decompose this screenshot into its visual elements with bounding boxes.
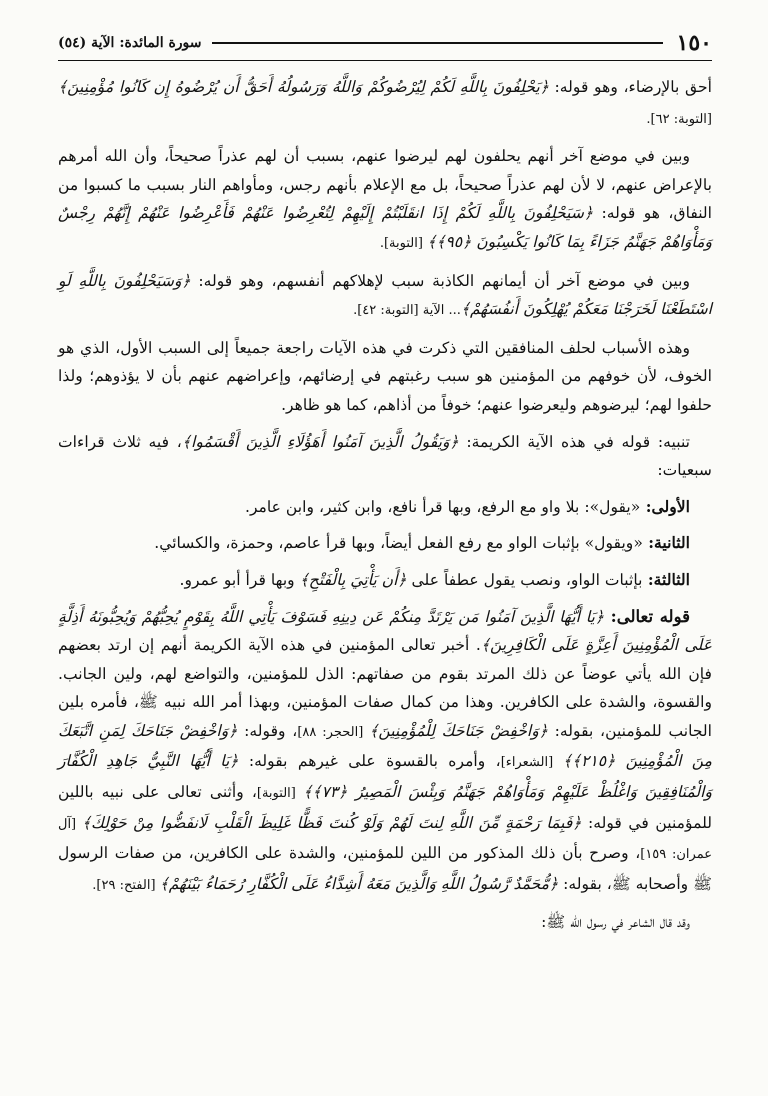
quran-verse: ﴿وَيَقُولُ الَّذِينَ آمَنُوا أَهَؤُلَاءِ الَّذِينَ أَقْسَمُوا﴾ [181,432,459,451]
text: أحق بالإرضاء، وهو قوله: [548,78,712,96]
text: تنبيه: قوله في هذه الآية الكريمة: [458,432,690,451]
reading-label: الثالثة: [642,569,690,589]
quran-verse: ﴿وَاخْفِضْ جَنَاحَكَ لِمَنِ اتَّبَعَكَ مِنَ الْمُؤْمِنِينَ ﴿٢١٥﴾﴾ [58,721,713,771]
text: بإثبات الواو، ونصب يقول عطفاً على [406,570,643,589]
quran-verse: ﴿يَحْلِفُونَ بِاللَّهِ لَكُمْ لِيُرْضُوكُمْ وَاللَّهُ وَرَسُولُهُ أَحَقُّ أَن يُرْضُوهُ إِن كَانُوا مُؤْمِنِينَ﴾ [58,78,549,96]
verse-reference: [الشعراء] [500,755,563,771]
text: وبين في موضع آخر أن أيمانهم الكاذبة سبب لإهلاكهم أنفسهم، وهو قوله: [190,271,691,290]
text: «ويقول» بإثبات الواو مع رفع الفعل أيضاً، وبها قرأ عاصم، وحمزة، والكسائي. [154,534,643,553]
text: وقد قال الشاعر في رسول الله ﷺ: [541,913,690,932]
page-number: ١٥٠ [676,30,712,56]
text: «يقول»: بلا واو مع الرفع، وبها قرأ نافع، وابن كثير، وابن عامر. [244,497,641,516]
paragraph-reading-1 [58,493,712,522]
verse-reference: [الحجر: ٨٨] [297,724,370,740]
page-body [58,73,712,937]
quran-verse: ﴿وَسَيَحْلِفُونَ بِاللَّهِ لَوِ اسْتَطَعْنَا لَخَرَجْنَا مَعَكُمْ يُهْلِكُونَ أَنفُسَهُمْ﴾ [58,271,712,319]
verse-reference: [الفتح: ٢٩]. [92,877,160,893]
verse-reference: [آل عمران: ١٥٩] [58,816,712,863]
paragraph-reading-3 [58,566,712,595]
verse-reference: [التوبة: ٦٢]. [646,111,712,127]
header-rule [212,42,663,44]
text: وبها قرأ أبو عمرو. [179,570,300,589]
text: ، وصرح بأن ذلك المذكور من اللين للمؤمنين، والشدة على الكافرين، من صفات الرسول ﷺ وأصحابه ﷺ، بقوله: [58,844,712,893]
paragraph-4 [58,334,712,420]
text: . أخبر تعالى المؤمنين في هذه الآية الكريمة أنهم إن ارتد بعضهم فإن الله يأتي عوضاً عن ذلك المرتد بقوم من صفاتهم: الذل للمؤمنين، والتواضع لهم، ولين الجانب. والقسوة، والشدة على الكافرين. وهذا من كمال صفات المؤمنين، وبهذا أمر الله نبيه ﷺ، فأمره بلين الجانب للمؤمنين، بقوله: [58,636,713,740]
text: ، وأثنى تعالى على نبيه باللين للمؤمنين في قوله: [58,783,713,832]
verse-reference: [التوبة] [256,786,304,802]
quran-verse: ﴿فَبِمَا رَحْمَةٍ مِّنَ اللَّهِ لِنتَ لَهُمْ وَلَوْ كُنتَ فَظًّا غَلِيظَ الْقَلْبِ لَانفَضُّوا مِنْ حَوْلِكَ﴾ [81,813,582,832]
text: ، فيه ثلاث قراءات سبعيات: [58,432,712,480]
paragraph-2 [58,142,712,258]
quran-verse: ﴿وَاخْفِضْ جَنَاحَكَ لِلْمُؤْمِنِينَ﴾ [369,721,548,740]
page-header [58,26,712,61]
paragraph-poet [58,908,712,937]
quran-verse: ﴿أَن يَأْتِيَ بِالْفَتْحِ﴾ [299,570,407,589]
reading-label: الأولى: [640,496,690,516]
paragraph-3 [58,267,712,326]
text: ، وأمره بالقسوة على غيرهم بقوله: [238,752,501,771]
paragraph-verse-54 [58,603,712,901]
quran-verse: ﴿مُّحَمَّدٌ رَّسُولُ اللَّهِ وَالَّذِينَ مَعَهُ أَشِدَّاءُ عَلَى الْكُفَّارِ رُحَمَاءُ بَيْنَهُمْ﴾ [159,874,559,893]
quran-verse: ﴿سَيَحْلِفُونَ بِاللَّهِ لَكُمْ إِذَا انقَلَبْتُمْ إِلَيْهِمْ لِتُعْرِضُوا عَنْهُمْ فَأَعْرِضُوا عَنْهُمْ إِنَّهُمْ رِجْسٌ وَمَأْوَاهُمْ جَهَنَّمُ جَزَاءً بِمَا كَانُوا يَكْسِبُونَ ﴿٩٥﴾﴾ [58,204,712,251]
quran-verse: ﴿يَا أَيُّهَا الَّذِينَ آمَنُوا مَن يَرْتَدَّ مِنكُمْ عَن دِينِهِ فَسَوْفَ يَأْتِي اللَّهُ بِقَوْمٍ يُحِبُّهُمْ وَيُحِبُّونَهُ أَذِلَّةٍ عَلَى الْمُؤْمِنِينَ أَعِزَّةٍ عَلَى الْكَافِرِينَ﴾ [58,607,713,655]
verse-reference: ... الآية [التوبة: ٤٢]. [353,303,461,319]
reading-label: الثانية: [642,533,690,553]
paragraph-reading-2 [58,529,712,558]
verse-reference: [التوبة]. [379,235,428,251]
quran-verse: ﴿يَا أَيُّهَا النَّبِيُّ جَاهِدِ الْكُفَّارَ وَالْمُنَافِقِينَ وَاغْلُظْ عَلَيْهِمْ وَمَأْوَاهُمْ جَهَنَّمُ وَبِئْسَ الْمَصِيرُ ﴿٧٣﴾﴾ [58,752,712,802]
section-lead: قوله تعالى: [604,606,690,626]
paragraph-5-note [58,428,712,485]
text: وبين في موضع آخر أنهم يحلفون لهم ليرضوا عنهم، بسبب أن لهم عذراً صحيحاً، وأن الله أمرهم بالإعراض عنهم، لا لأن لهم عذراً صحيحاً، بل مع الإعلام بأنهم رجس، ومأواهم النار بسبب ما كسبوا من النفاق، هو قوله: [58,147,712,223]
text: ، وقوله: [237,721,298,740]
text: وهذه الأسباب لحلف المنافقين التي ذكرت في هذه الآيات راجعة جميعاً إلى السبب الأول، الذي هو الخوف، لأن خوفهم من المؤمنين هو سبب رغبتهم في إرضائهم، وإعراضهم عنهم بأن لا يؤذوهم؛ ولذا حلفوا لهم؛ ليرضوهم وليعرضوا عنهم؛ خوفاً من أذاهم، كما هو ظاهر. [58,338,712,414]
paragraph-1 [58,73,712,134]
surah-title: سورة المائدة: الآية (٥٤) [58,35,202,51]
